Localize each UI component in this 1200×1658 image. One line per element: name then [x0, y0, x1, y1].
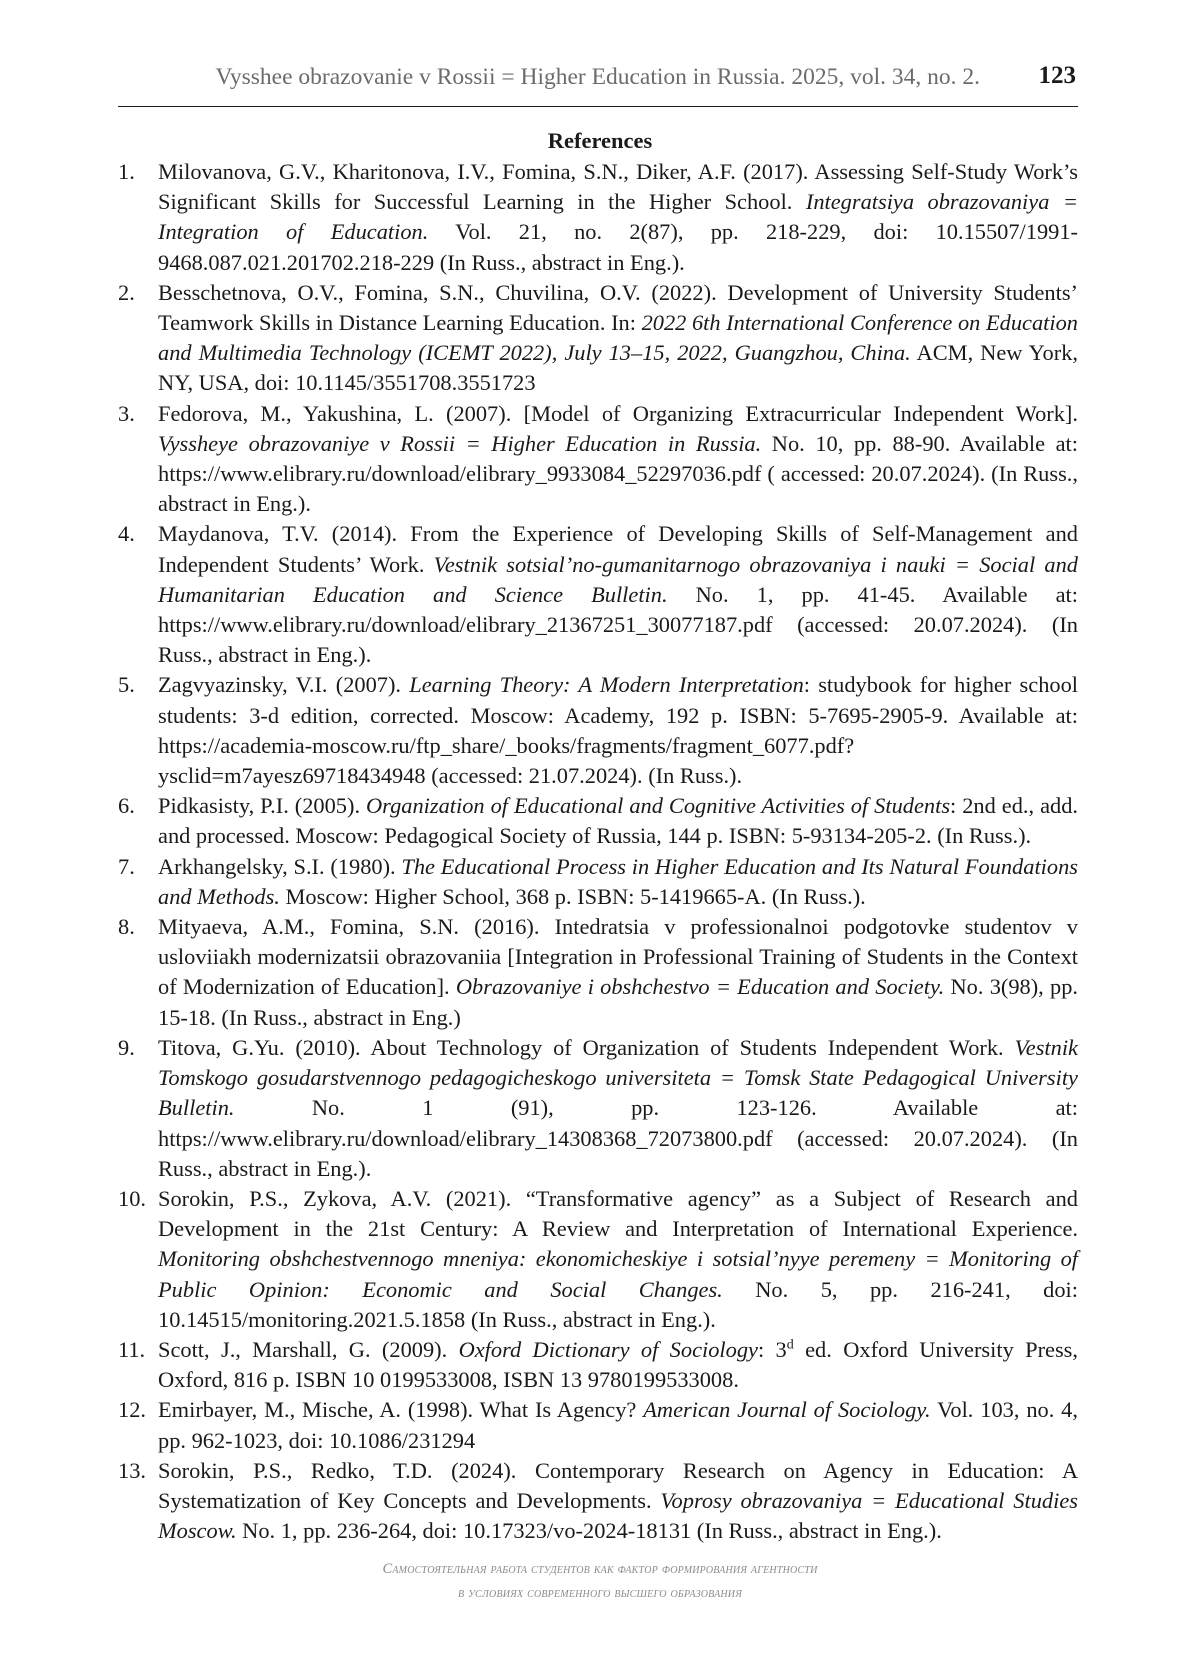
reference-segment: Mityaeva, A.M., Fomina, S.N. (2016). Intedratsia v professionalnoi podgotovke studentov v usloviiakh modernizatsii obrazovaniia [Integration in Professional Training of Students in the Context of Modernization of Education]. [158, 914, 1078, 1000]
reference-source-title: Oxford Dictionary of Sociology [458, 1336, 758, 1362]
reference-item [118, 1335, 1078, 1395]
reference-item [118, 1033, 1078, 1184]
reference-number: 2. [118, 279, 135, 305]
footer-title-line-2: в условиях современного высшего образования [458, 1585, 742, 1601]
reference-item [118, 670, 1078, 791]
reference-text [158, 1458, 1078, 1543]
reference-item [118, 1456, 1078, 1547]
reference-item [118, 791, 1078, 851]
reference-segment: : studybook for higher school students: 3-d edition, corrected. Moscow: Academy, 192 p. ISBN: 5-7695-2905-9. Available at: https://academia-moscow.ru/ftp_share/_books/fragments/fragment_6077.pdf?ysclid=m7ayesz697184349​48 (accessed: 21.07.2024). (In Russ.). [158, 672, 1078, 789]
reference-segment: Maydanova, T.V. (2014). From the Experience of Developing Skills of Self-Management and Independent Students’ Work. [158, 521, 1078, 577]
reference-number: 9. [118, 1034, 135, 1060]
reference-number: 4. [118, 521, 135, 547]
reference-text [158, 672, 1078, 788]
reference-text [158, 280, 1078, 396]
reference-item [118, 1395, 1078, 1455]
reference-source-title: Learning Theory: A Modern Interpretation [409, 672, 804, 698]
footer-title-line-1: Самостоятельная работа студентов как фактор формирования агентности [382, 1561, 818, 1577]
reference-item [118, 852, 1078, 912]
reference-text [158, 1337, 1078, 1392]
reference-segment: Sorokin, P.S., Zykova, A.V. (2021). “Transformative agency” as a Subject of Research and Development in the 21st Century: A Review and Interpretation of International Experience. [158, 1185, 1078, 1242]
reference-text [158, 1186, 1078, 1332]
reference-number: 1. [118, 159, 135, 184]
reference-source-title: Voprosy obrazovaniya = Educational Studies Moscow. [158, 1487, 1078, 1544]
reference-item [118, 399, 1078, 520]
reference-source-title: Organization of Educational and Cognitive Activities of Students [366, 793, 951, 819]
reference-segment: Fedorova, M., Yakushina, L. (2007). [Model of Organizing Extracurricular Independent Work]. [158, 400, 1078, 426]
reference-number: 7. [118, 853, 135, 879]
running-title: Vysshee obrazovanie v Rossii = Higher Education in Russia. 2025, vol. 34, no. 2. [215, 64, 980, 90]
reference-segment: Scott, J., Marshall, G. (2009). [158, 1336, 459, 1362]
reference-segment: No. 3(98), pp. 15-18. (In Russ., abstract in Eng.) [158, 974, 1079, 1030]
reference-source-title: American Journal of Sociology. [643, 1397, 931, 1423]
reference-list [118, 157, 1078, 1546]
reference-segment: Sorokin, P.S., Redko, T.D. (2024). Contemporary Research on Agency in Education: A Systematization of Key Concepts and Developments. [158, 1457, 1078, 1513]
reference-source-title: Vyssheye obrazovaniye v Rossii = Higher Education in Russia. [158, 430, 762, 456]
reference-segment: ACM, New York, NY, USA, doi: 10.1145/3551708.3551723 [158, 340, 1078, 396]
reference-segment: No. 1, pp. 41-45. Available at: https://www.elibrary.ru/download/elibrary_21367251_30077187.pdf (accessed: 20.07.2024). (In Russ., abstract in Eng.). [158, 581, 1078, 668]
reference-number: 12. [118, 1397, 146, 1423]
reference-text [158, 793, 1078, 848]
reference-source-title: 2022 6th International Conference on Education and Multimedia Technology (ICEMT 2022), July 13–15, 2022, Guangzhou, China. [158, 310, 1078, 366]
page-number: 123 [1038, 62, 1076, 89]
reference-segment: : 3 [757, 1336, 787, 1362]
reference-source-title: Monitoring obshchestvennogo mneniya: ekonomicheskiye i sotsial’nyye peremeny = Monitoring of Public Opinion: Economic and Social Changes. [158, 1246, 1078, 1302]
reference-number: 13. [118, 1457, 146, 1483]
reference-segment: ed. Oxford University Press, Oxford, 816 p. ISBN 10 0199533008, ISBN 13 9780199533008. [158, 1336, 1078, 1393]
reference-number: 11. [118, 1336, 146, 1362]
reference-text [158, 1035, 1078, 1181]
reference-segment: Zagvyazinsky, V.I. (2007). [158, 672, 410, 698]
reference-segment: Arkhangelsky, S.I. (1980). [158, 853, 402, 879]
reference-text [158, 401, 1078, 517]
reference-text [158, 521, 1078, 667]
reference-segment: Titova, G.Yu. (2010). About Technology of Organization of Students Independent Work. [158, 1034, 1015, 1060]
reference-item [118, 278, 1078, 399]
reference-segment: Milovanova, G.V., Kharitonova, I.V., Fomina, S.N., Diker, A.F. (2017). Assessing Self-Study Work’s Significant Skills for Successful Learning in the Higher School. [158, 159, 1078, 215]
reference-segment: No. 5, pp. 216-241, doi: 10.14515/monitoring.2021.5.1858 (In Russ., abstract in Eng.). [158, 1276, 1078, 1332]
reference-segment: Moscow: Higher School, 368 p. ISBN: 5-1419665-A. (In Russ.). [279, 883, 866, 909]
reference-segment: No. 1, pp. 236-264, doi: 10.17323/vo-2024-18131 (In Russ., abstract in Eng.). [236, 1518, 942, 1544]
running-footer [0, 1557, 1200, 1605]
reference-number: 10. [118, 1185, 146, 1211]
reference-number: 3. [118, 400, 135, 426]
reference-segment: Vol. 21, no. 2(87), pp. 218-229, doi: 10.15507/1991-9468.087.021.201702.218-229 (In Russ., abstract in Eng.). [158, 219, 1078, 275]
reference-source-title: Vestnik Tomskogo gosudarstvennogo pedagogicheskogo universiteta = Tomsk State Pedagogical University Bulletin. [158, 1034, 1078, 1121]
reference-segment: Emirbayer, M., Mische, A. (1998). What Is Agency? [158, 1397, 644, 1423]
reference-source-title: Obrazovaniye i obshchestvo = Education and Society. [455, 974, 945, 1000]
reference-segment: Pidkasisty, P.I. (2005). [158, 793, 367, 819]
reference-item [118, 1184, 1078, 1335]
references-heading: References [547, 128, 653, 153]
reference-item [118, 912, 1078, 1033]
reference-text [158, 159, 1078, 275]
reference-number: 5. [118, 672, 135, 698]
reference-number: 6. [118, 793, 135, 819]
reference-number: 8. [118, 914, 135, 940]
reference-segment: d [786, 1337, 794, 1353]
reference-text [158, 854, 1078, 909]
reference-segment: No. 1 (91), pp. 123-126. Available at: https://www.elibrary.ru/download/elibrary_14308368_72073800.pdf (accessed: 20.07.2024). (In Russ., abstract in Eng.). [158, 1095, 1078, 1181]
reference-text [158, 1397, 1078, 1452]
reference-segment: Vol. 103, no. 4, pp. 962-1023, doi: 10.1086/231294 [158, 1397, 1078, 1453]
reference-segment: No. 10, pp. 88-90. Available at: https://www.elibrary.ru/download/elibrary_9933084_52297036.pdf ( accessed: 20.07.2024). (In Russ., abstract in Eng.). [158, 430, 1078, 517]
reference-source-title: The Educational Process in Higher Education and Its Natural Foundations and Methods. [158, 853, 1078, 909]
reference-item [118, 157, 1078, 278]
reference-text [158, 914, 1078, 1030]
reference-segment: : 2nd ed., add. and processed. Moscow: Pedagogical Society of Russia, 144 p. ISBN: 5-93134-205-2. (In Russ.). [158, 793, 1078, 849]
reference-item [118, 519, 1078, 670]
running-header [118, 62, 1078, 107]
reference-source-title: Vestnik sotsial’no-gumanitarnogo obrazovaniya i nauki = Social and Humanitarian Education and Science Bulletin. [158, 551, 1078, 607]
reference-segment: Besschetnova, O.V., Fomina, S.N., Chuvilina, O.V. (2022). Development of University Students’ Teamwork Skills in Distance Learning Education. In: [158, 279, 1078, 336]
reference-source-title: Integratsiya obrazovaniya = Integration of Education. [158, 189, 1078, 245]
